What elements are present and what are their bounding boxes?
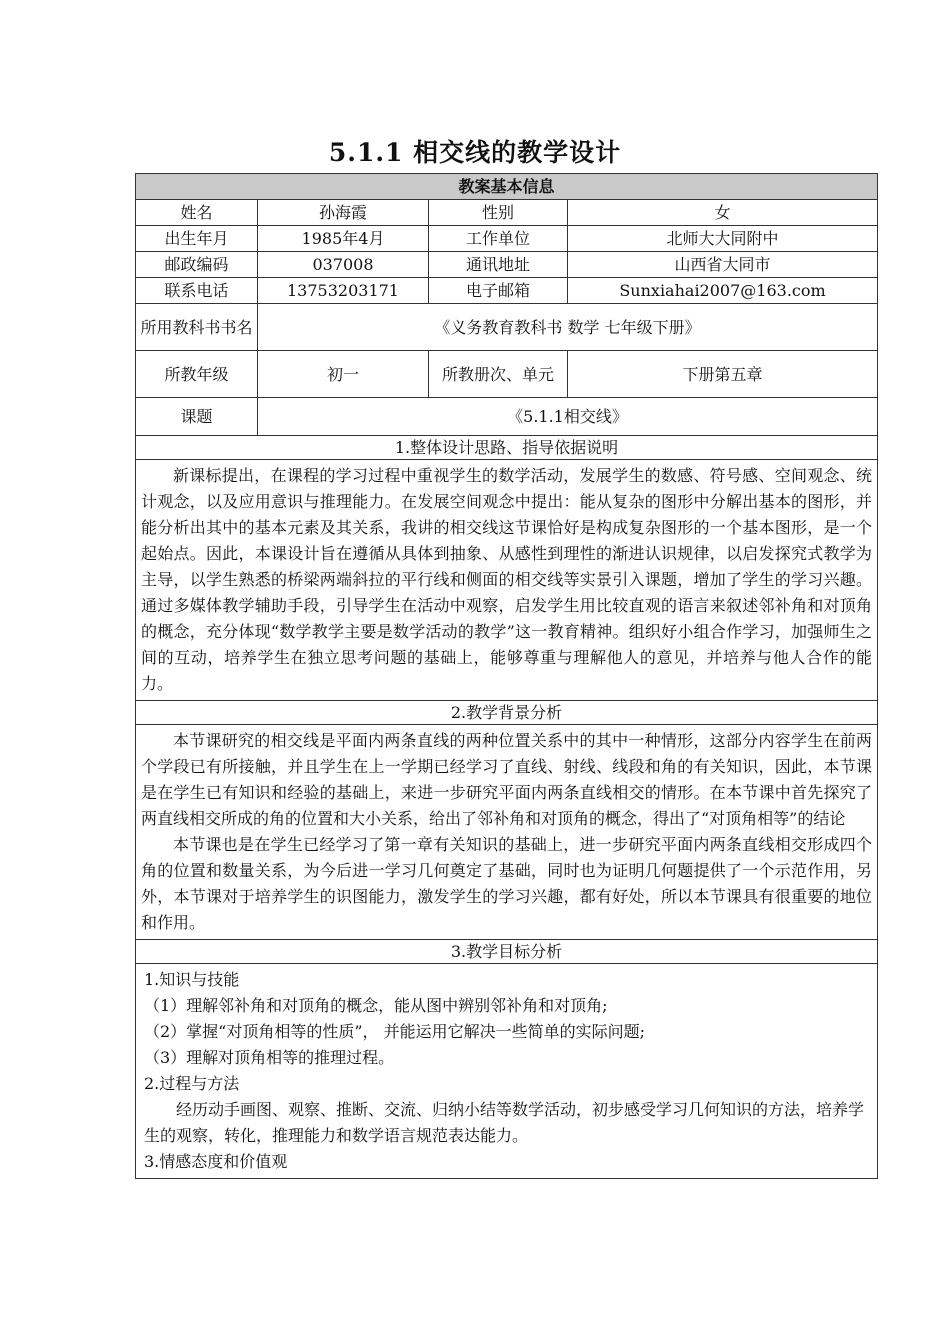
name-value: 孙海霞 xyxy=(258,200,429,226)
grade-value: 初一 xyxy=(258,351,429,398)
section1-paragraph: 新课标提出，在课程的学习过程中重视学生的数学活动，发展学生的数感、符号感、空间观念、统计观念，以及应用意识与推理能力。在发展空间观念中提出：能从复杂的图形中分解出基本的图形，并能分析出其中的基本元素及其关系，我讲的相交线这节课恰好是构成复杂图形的一个基本图形，是一个起始点。因此，本课设计旨在遵循从具体到抽象、从感性到理性的渐进认识规律，以启发探究式教学为主导，以学生熟悉的桥梁两端斜拉的平行线和侧面的相交线等实景引入课题，增加了学生的学习兴趣。通过多媒体教学辅助手段，引导学生在活动中观察，启发学生用比较直观的语言来叙述邻补角和对顶角的概念，充分体现“数学教学主要是数学活动的教学”这一教育精神。组织好小组合作学习，加强师生之间的互动，培养学生在独立思考问题的基础上，能够尊重与理解他人的意见，并培养与他人合作的能力。 xyxy=(141,466,873,693)
emotion-title: 3.情感态度和价值观 xyxy=(144,1152,288,1171)
section3-header: 3.教学目标分析 xyxy=(136,940,878,964)
volume-label: 所教册次、单元 xyxy=(429,351,568,398)
topic-label: 课题 xyxy=(136,398,258,436)
knowledge-item-2: （2）掌握“对顶角相等的性质”， 并能运用它解决一些简单的实际问题; xyxy=(144,1022,646,1041)
section1-header: 1.整体设计思路、指导依据说明 xyxy=(136,436,878,460)
knowledge-title: 1.知识与技能 xyxy=(144,970,240,989)
gender-label: 性别 xyxy=(429,200,568,226)
birth-value: 1985年4月 xyxy=(258,226,429,252)
address-label: 通讯地址 xyxy=(429,252,568,278)
name-label: 姓名 xyxy=(136,200,258,226)
email-label: 电子邮箱 xyxy=(429,278,568,304)
grade-label: 所教年级 xyxy=(136,351,258,398)
section1-body xyxy=(136,460,878,701)
section3-body xyxy=(136,964,878,1179)
knowledge-item-1: （1）理解邻补角和对顶角的概念，能从图中辨别邻补角和对顶角; xyxy=(144,996,608,1015)
phone-label: 联系电话 xyxy=(136,278,258,304)
section2-paragraph-1: 本节课研究的相交线是平面内两条直线的两种位置关系中的其中一种情形，这部分内容学生在前两个学段已有所接触，并且学生在上一学期已经学习了直线、射线、线段和角的有关知识，因此，本节课是在学生已有知识和经验的基础上，来进一步研究平面内两条直线相交的情形。在本节课中首先探究了两直线相交所成的角的位置和大小关系，给出了邻补角和对顶角的概念，得出了“对顶角相等”的结论 xyxy=(141,731,873,828)
birth-label: 出生年月 xyxy=(136,226,258,252)
work-value: 北师大大同附中 xyxy=(568,226,878,252)
textbook-value: 《义务教育教科书 数学 七年级下册》 xyxy=(258,304,878,351)
lesson-plan-table xyxy=(135,173,878,1179)
email-value: Sunxiahai2007@163.com xyxy=(568,278,878,304)
process-text: 经历动手画图、观察、推断、交流、归纳小结等数学活动，初步感受学习几何知识的方法，培养学生的观察，转化，推理能力和数学语言规范表达能力。 xyxy=(144,1100,865,1145)
info-header: 教案基本信息 xyxy=(136,174,878,200)
work-label: 工作单位 xyxy=(429,226,568,252)
knowledge-item-3: （3）理解对顶角相等的推理过程。 xyxy=(144,1048,395,1067)
textbook-label: 所用教科书书名 xyxy=(136,304,258,351)
gender-value: 女 xyxy=(568,200,878,226)
section2-body xyxy=(136,725,878,940)
address-value: 山西省大同市 xyxy=(568,252,878,278)
section2-paragraph-2: 本节课也是在学生已经学习了第一章有关知识的基础上，进一步研究平面内两条直线相交形成四个角的位置和数量关系，为今后进一学习几何奠定了基础，同时也为证明几何题提供了一个示范作用，另外，本节课对于培养学生的识图能力，激发学生的学习兴趣，都有好处，所以本节课具有很重要的地位和作用。 xyxy=(141,835,873,932)
postcode-value: 037008 xyxy=(258,252,429,278)
section2-header: 2.教学背景分析 xyxy=(136,701,878,725)
phone-value: 13753203171 xyxy=(258,278,429,304)
process-title: 2.过程与方法 xyxy=(144,1074,240,1093)
topic-value: 《5.1.1相交线》 xyxy=(258,398,878,436)
postcode-label: 邮政编码 xyxy=(136,252,258,278)
document-title: 5.1.1 相交线的教学设计 xyxy=(328,138,622,167)
volume-value: 下册第五章 xyxy=(568,351,878,398)
